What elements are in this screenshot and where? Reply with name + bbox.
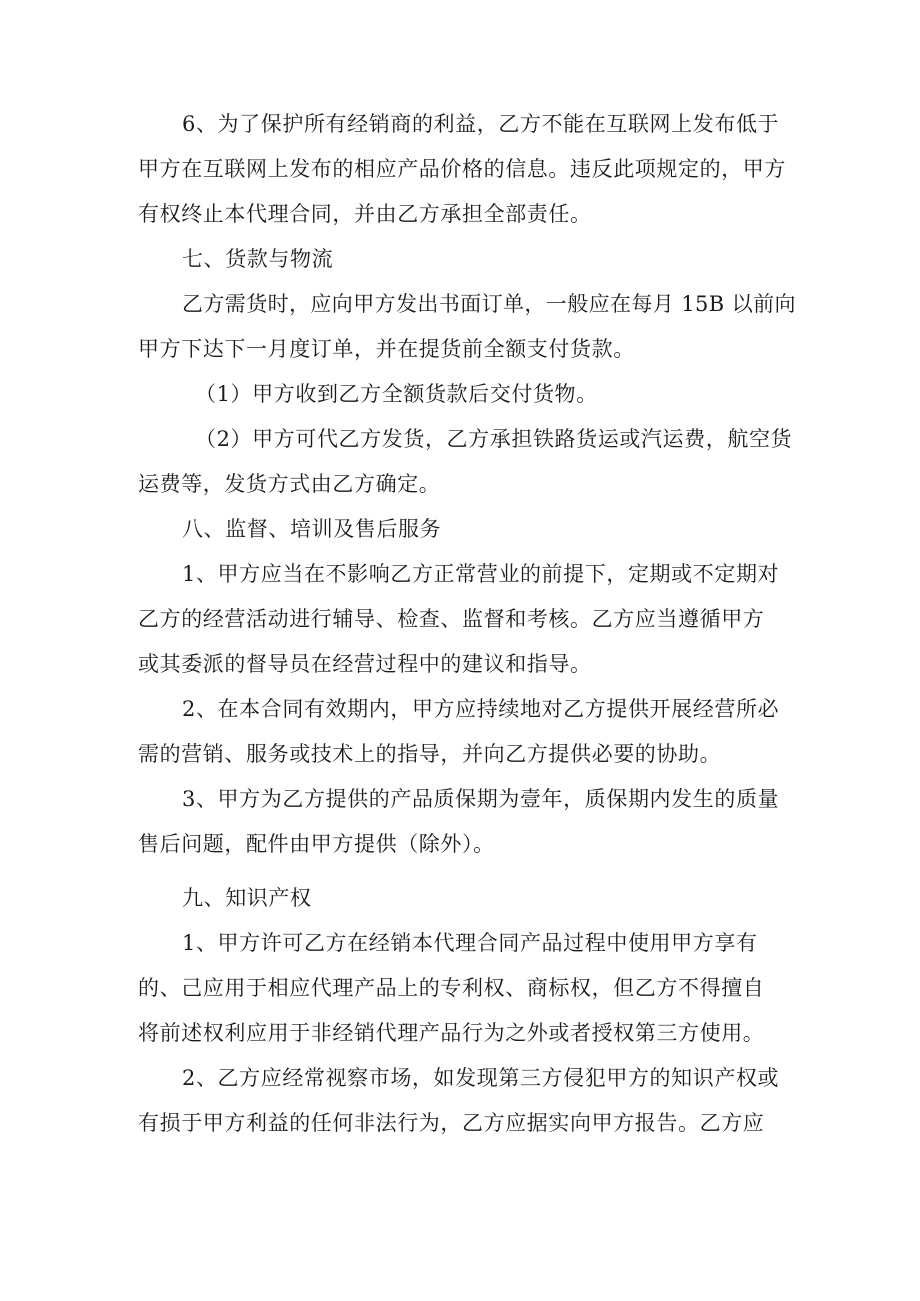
text-line: 需的营销、服务或技术上的指导，并向乙方提供必要的协助。 — [138, 742, 722, 766]
text-line: 乙方的经营活动进行辅导、检查、监督和考核。乙方应当遵循甲方 — [138, 607, 765, 631]
text-line: 有损于甲方利益的任何非法行为，乙方应据实向甲方报告。乙方应 — [138, 1111, 765, 1135]
text-line: 3、甲方为乙方提供的产品质保期为壹年，质保期内发生的质量 — [182, 787, 780, 811]
text-line: 甲方在互联网上发布的相应产品价格的信息。违反此项规定的，甲方 — [138, 157, 786, 181]
text-line: （2）甲方可代乙方发货，乙方承担铁路货运或汽运费，航空货 — [195, 427, 793, 451]
text-line: 售后问题，配件由甲方提供（除外）。 — [138, 832, 495, 856]
text-line: 有权终止本代理合同，并由乙方承担全部责任。 — [138, 202, 592, 226]
text-line: 的、己应用于相应代理产品上的专利权、商标权，但乙方不得擅自 — [138, 976, 765, 1000]
text-line: （1）甲方收到乙方全额货款后交付货物。 — [195, 382, 598, 406]
text-line: 运费等，发货方式由乙方确定。 — [138, 472, 441, 496]
text-line: 乙方需货时，应向甲方发出书面订单，一般应在每月 15B 以前向 — [182, 292, 796, 316]
text-line: 2、乙方应经常视察市场，如发现第三方侵犯甲方的知识产权或 — [182, 1066, 780, 1090]
text-line: 甲方下达下一月度订单，并在提货前全额支付货款。 — [138, 337, 635, 361]
text-line: 或其委派的督导员在经营过程中的建议和指导。 — [138, 652, 592, 676]
section-heading: 八、监督、培训及售后服务 — [182, 517, 442, 541]
text-line: 6、为了保护所有经销商的利益，乙方不能在互联网上发布低于 — [182, 112, 780, 136]
text-line: 1、甲方许可乙方在经销本代理合同产品过程中使用甲方享有 — [182, 931, 758, 955]
text-line: 2、在本合同有效期内，甲方应持续地对乙方提供开展经营所必 — [182, 697, 780, 721]
section-heading: 九、知识产权 — [182, 886, 312, 910]
text-line: 将前述权利应用于非经销代理产品行为之外或者授权第三方使用。 — [138, 1021, 765, 1045]
section-heading: 七、货款与物流 — [182, 247, 334, 271]
text-line: 1、甲方应当在不影响乙方正常营业的前提下，定期或不定期对 — [182, 562, 780, 586]
